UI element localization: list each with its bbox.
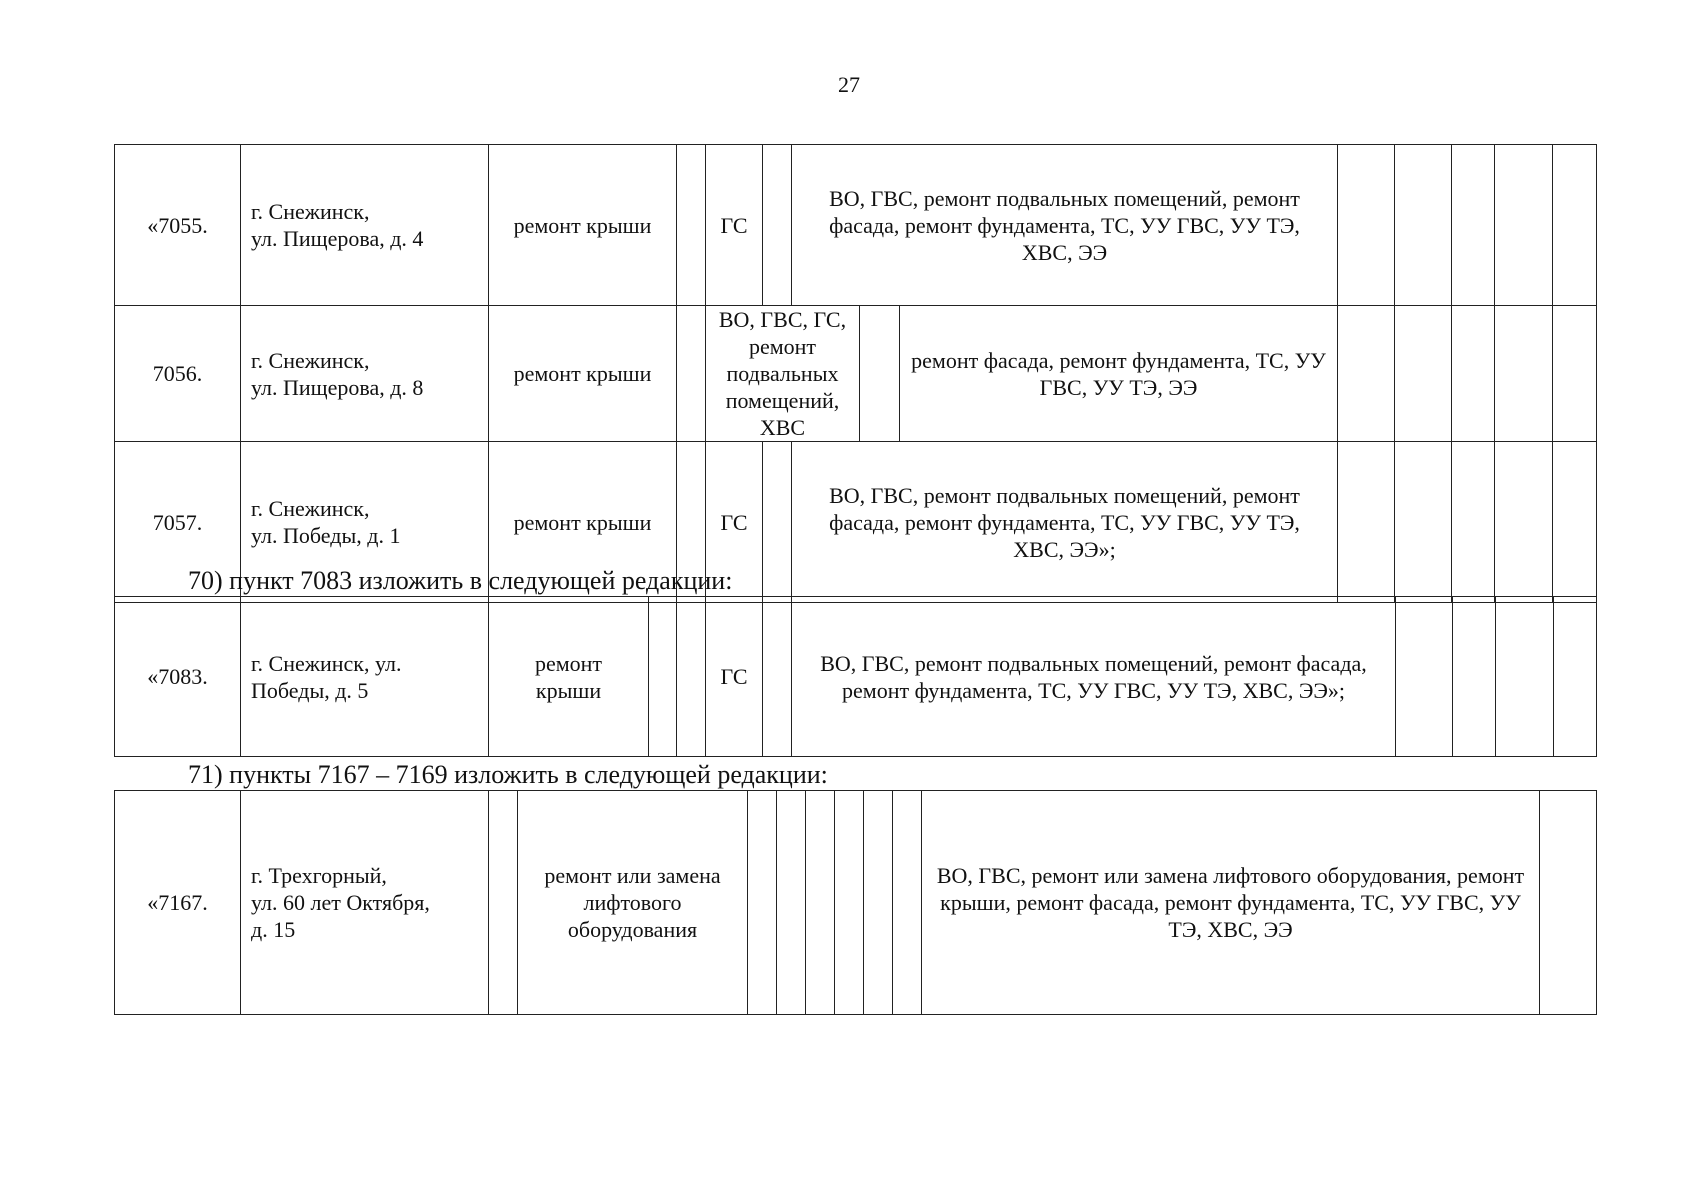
work-list-cell: ГС xyxy=(706,145,763,306)
work-type-cell: ремонт крыши xyxy=(489,306,677,442)
empty-cell xyxy=(763,442,792,603)
empty-cell xyxy=(1452,442,1495,603)
empty-cell xyxy=(677,306,706,442)
address-cell: г. Снежинск, ул. Пищерова, д. 4 xyxy=(241,145,489,306)
empty-cell xyxy=(1338,442,1395,603)
address-cell: г. Трехгорный, ул. 60 лет Октября, д. 15 xyxy=(241,791,489,1015)
empty-cell xyxy=(1495,145,1553,306)
work-list-cell: ВО, ГВС, ремонт подвальных помещений, ремонт фасада, ремонт фундамента, ТС, УУ ГВС, УУ ТЭ, ХВС, ЭЭ xyxy=(792,145,1338,306)
work-list-cell: ВО, ГВС, ремонт подвальных помещений, ремонт фасада, ремонт фундамента, ТС, УУ ГВС, УУ ТЭ, ХВС, ЭЭ»; xyxy=(792,442,1338,603)
page-number: 27 xyxy=(838,72,860,97)
empty-cell xyxy=(1452,145,1495,306)
item-number: 7056. xyxy=(115,306,241,442)
empty-cell xyxy=(1553,442,1597,603)
work-list-cell: ВО, ГВС, ГС, ремонт подвальных помещений, ХВС xyxy=(706,306,860,442)
empty-cell xyxy=(1495,306,1553,442)
empty-cell xyxy=(763,597,792,757)
section-heading-71: 71) пункты 7167 – 7169 изложить в следующей редакции: xyxy=(188,760,828,789)
work-type-cell: ремонт крыши xyxy=(489,442,677,603)
empty-cell xyxy=(777,791,806,1015)
work-list-cell: ГС xyxy=(706,597,763,757)
item-number: «7167. xyxy=(115,791,241,1015)
empty-cell xyxy=(1395,442,1452,603)
empty-cell xyxy=(835,791,864,1015)
item-number: 7057. xyxy=(115,442,241,603)
empty-cell xyxy=(677,597,706,757)
section-heading-70: 70) пункт 7083 изложить в следующей редакции: xyxy=(188,566,733,595)
empty-cell xyxy=(1553,306,1597,442)
empty-cell xyxy=(864,791,893,1015)
table-row xyxy=(115,597,1597,757)
empty-cell xyxy=(1396,597,1453,757)
work-type-cell: ремонт или замена лифтового оборудования xyxy=(518,791,748,1015)
item-number: «7083. xyxy=(115,597,241,757)
empty-cell xyxy=(677,145,706,306)
table-row xyxy=(115,145,1597,306)
work-type-cell: ремонт крыши xyxy=(489,145,677,306)
address-cell: г. Снежинск, ул. Победы, д. 1 xyxy=(241,442,489,603)
table-row xyxy=(115,791,1597,1015)
empty-cell xyxy=(1338,306,1395,442)
item-number: «7055. xyxy=(115,145,241,306)
empty-cell xyxy=(1453,597,1496,757)
empty-cell xyxy=(860,306,900,442)
empty-cell xyxy=(748,791,777,1015)
empty-cell xyxy=(1395,306,1452,442)
table-block-7083 xyxy=(114,596,1597,757)
empty-cell xyxy=(649,597,677,757)
work-list-cell: ВО, ГВС, ремонт или замена лифтового оборудования, ремонт крыши, ремонт фасада, ремонт фундамента, ТС, УУ ГВС, УУ ТЭ, ХВС, ЭЭ xyxy=(922,791,1540,1015)
work-type-cell: ремонт крыши xyxy=(489,597,649,757)
empty-cell xyxy=(1540,791,1597,1015)
empty-cell xyxy=(1553,145,1597,306)
address-cell: г. Снежинск, ул. Пищерова, д. 8 xyxy=(241,306,489,442)
empty-cell xyxy=(806,791,835,1015)
empty-cell xyxy=(1452,306,1495,442)
work-list-cell: ГС xyxy=(706,442,763,603)
address-cell: г. Снежинск, ул. Победы, д. 5 xyxy=(241,597,489,757)
empty-cell xyxy=(489,791,518,1015)
work-list-cell: ремонт фасада, ремонт фундамента, ТС, УУ ГВС, УУ ТЭ, ЭЭ xyxy=(900,306,1338,442)
empty-cell xyxy=(1395,145,1452,306)
empty-cell xyxy=(1495,442,1553,603)
empty-cell xyxy=(1554,597,1597,757)
table-block-7055-7057 xyxy=(114,144,1597,603)
work-list-cell: ВО, ГВС, ремонт подвальных помещений, ремонт фасада, ремонт фундамента, ТС, УУ ГВС, УУ ТЭ, ХВС, ЭЭ»; xyxy=(792,597,1396,757)
empty-cell xyxy=(1338,145,1395,306)
empty-cell xyxy=(763,145,792,306)
table-block-7167 xyxy=(114,790,1597,1015)
empty-cell xyxy=(1496,597,1554,757)
empty-cell xyxy=(893,791,922,1015)
table-row xyxy=(115,306,1597,442)
